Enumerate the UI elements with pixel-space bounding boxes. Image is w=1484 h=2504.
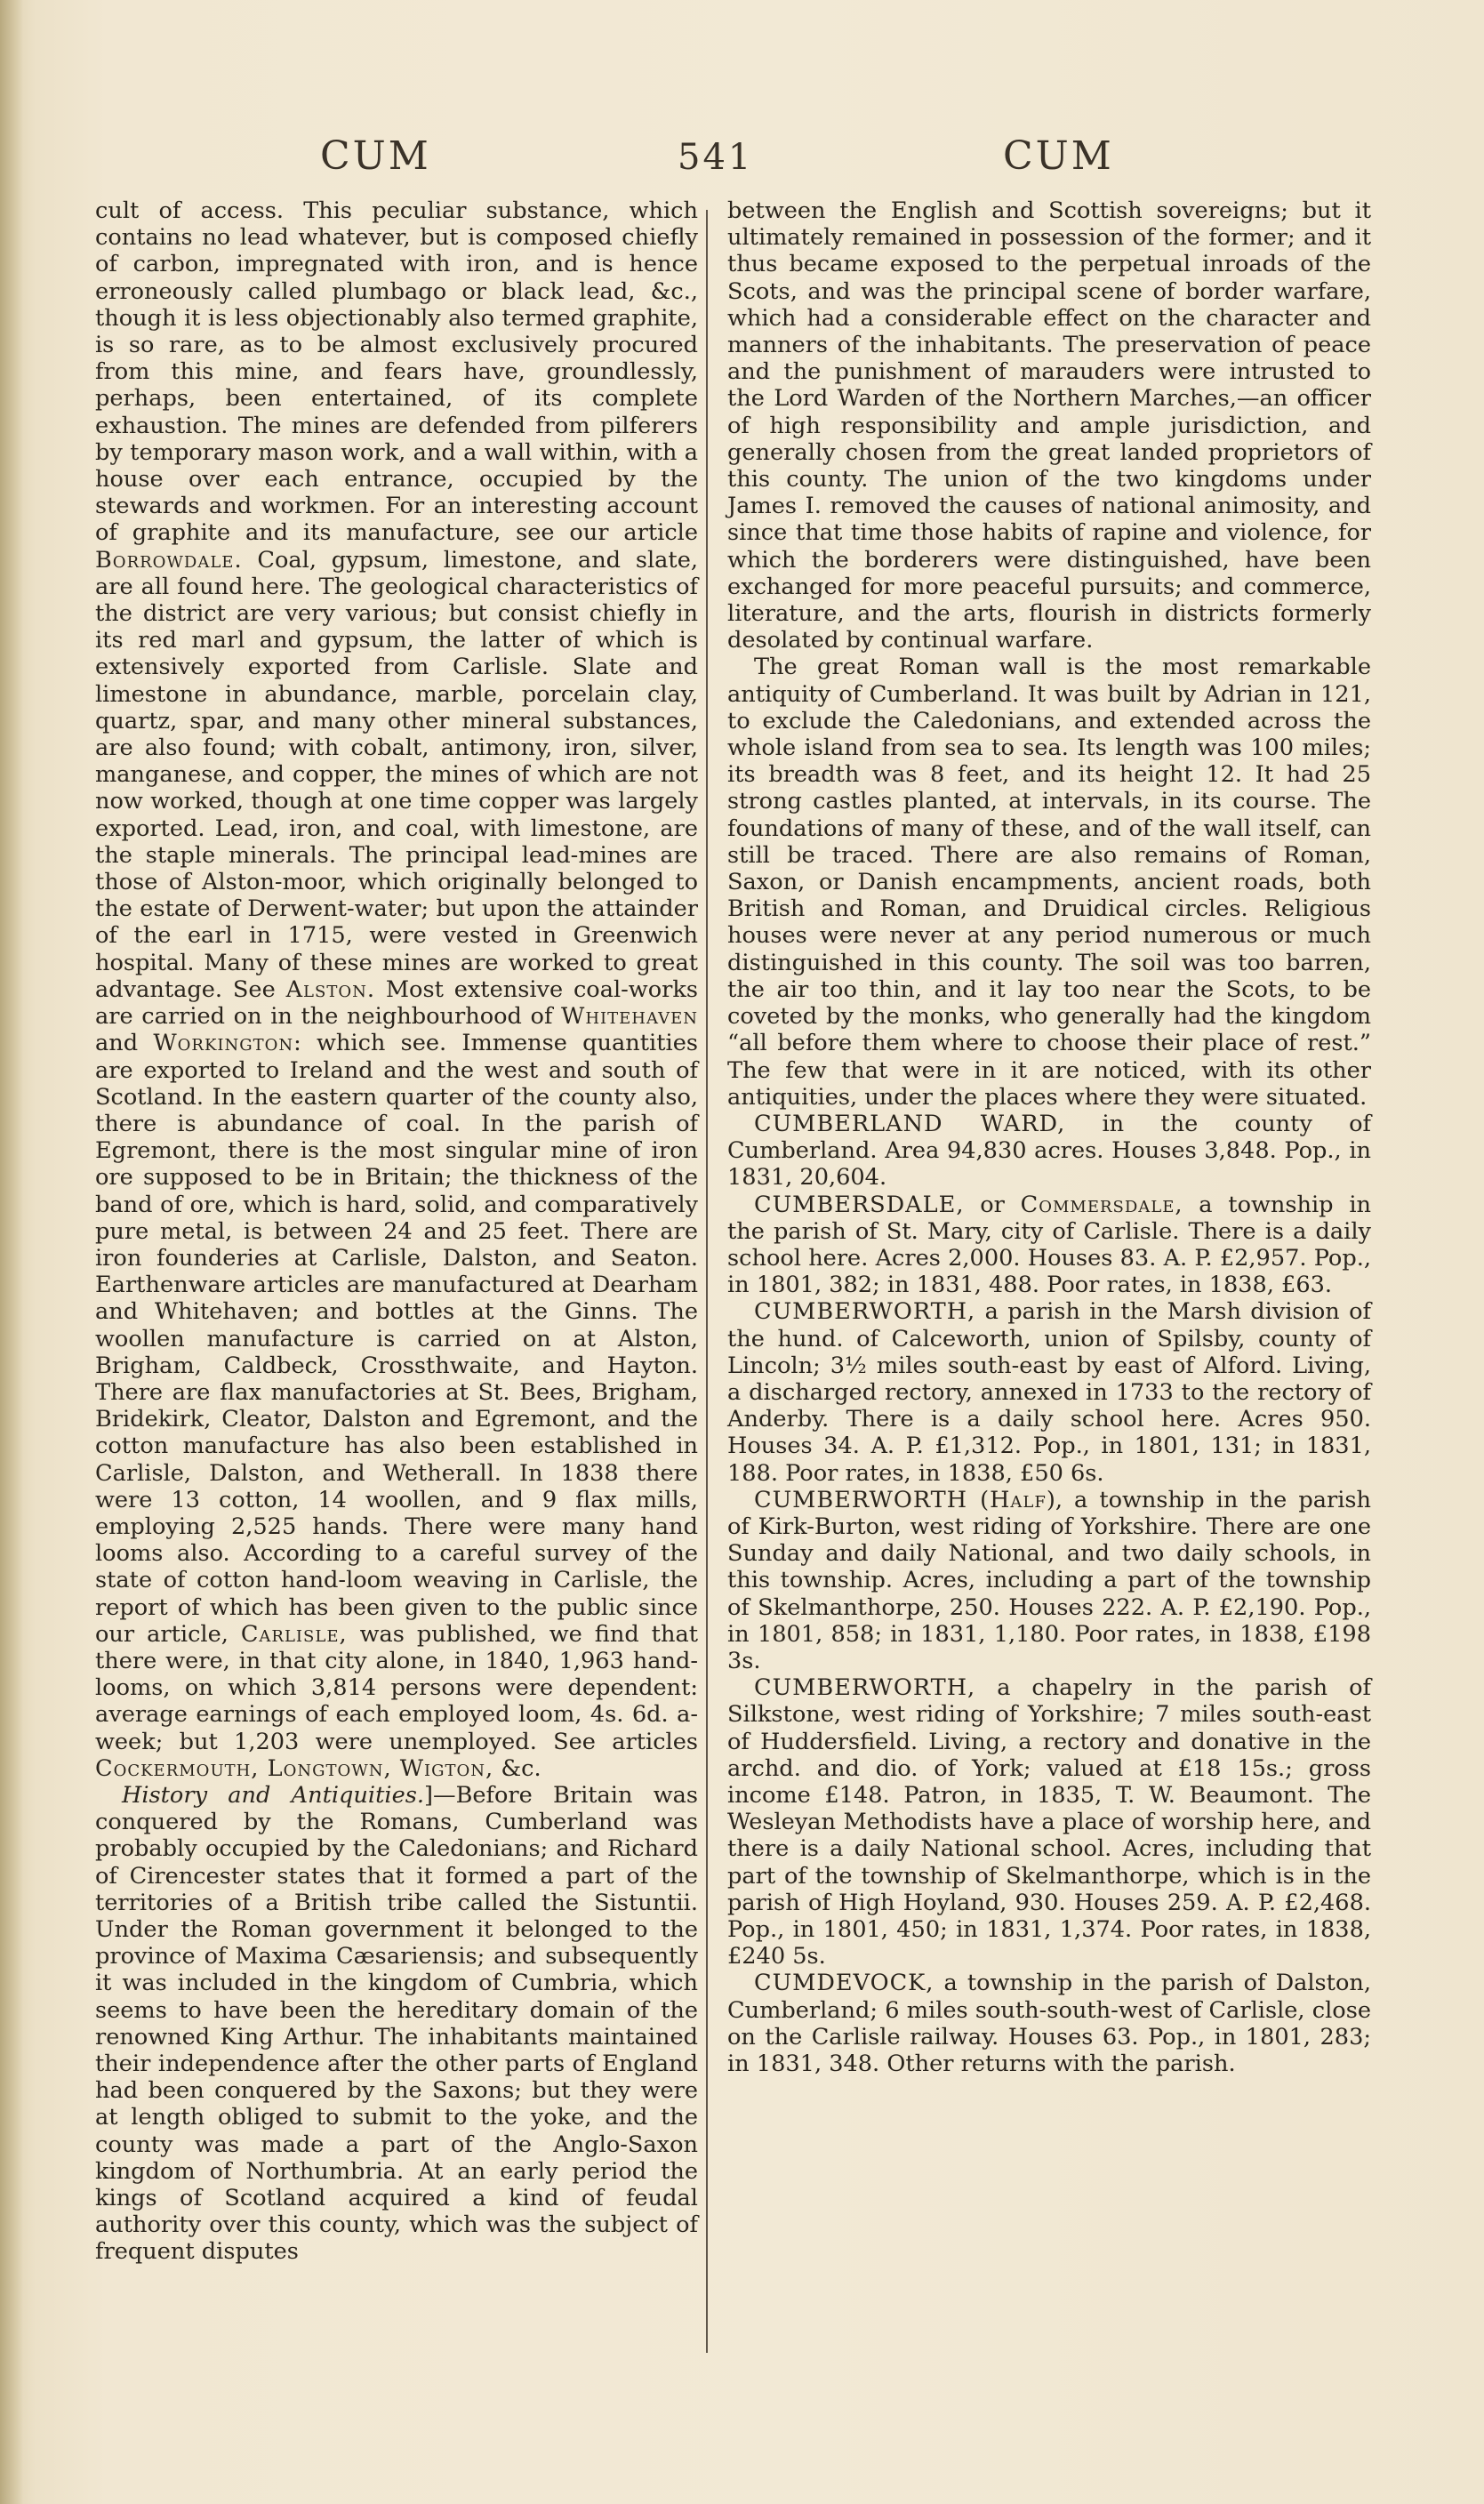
entry-text: a chapelry in the parish of Silkstone, west riding of Yorkshire; 7 miles south-east of Huddersfield. Living, a rectory and donative in the archd. and dio. of York; valued at £18 15s.; gross income £148. Patron, in 1835, T. W. Beaumont. The Wesleyan Methodists have a place of worship here, and there is a daily National school. Acres, including that part of the township of Skelmanthorpe, which is in the parish of High Hoyland, 930. Houses 259. A. P. £2,468. Pop., in 1801, 450; in 1831, 1,374. Poor rates, in 1838, £240 5s. [727,1674,1371,1970]
text-run: : which see. Immense quantities are exported to Ireland and the west and south of Scotland. In the eastern quarter of the county also, there is abundance of coal. In the parish of Egremont, there is the most singular mine of iron ore supposed to be in Britain; the thickness of the band of ore, which is hard, solid, and comparatively pure metal, is between 24 and 25 feet. There are iron founderies at Carlisle, Dalston, and Seaton. Earthenware articles are manufactured at Dearham and Whitehaven; and bottles at the Ginns. The woollen manufacture is carried on at Alston, Brigham, Caldbeck, Crossthwaite, and Hayton. There are flax manufactories at St. Bees, Brigham, Bridekirk, Cleator, Dalston and Egremont, and the cotton manufacture has also been established in Carlisle, Dalston, and Wetherall. In 1838 there were 13 cotton, 14 woollen, and 9 flax mills, employing 2,525 hands. There were many hand looms also. According to a careful survey of the state of cotton hand-loom weaving in Carlisle, the report of which has been given to the public since our article, [95,1030,698,1648]
entry-alt-name: Commersdale, [1020,1191,1183,1218]
text-run: and [95,1030,154,1057]
cross-reference: Alston. [285,975,375,1003]
entry-cumbersdale [727,1192,1371,1299]
entry-headword: CUMBERWORTH ( [754,1486,991,1513]
text-run: was published, we find that there were, in that city alone, in 1840, 1,963 hand-looms, on which 3,814 persons were dependent: average earnings of each employed loom, 4s. 6d. a-week; but 1,203 were unemployed. See articles [95,1620,698,1755]
cross-reference: Cockermouth, Longtown, Wigton, [95,1754,494,1782]
text-run: &c. [493,1754,541,1782]
page-number: 541 [678,137,754,178]
entry-headword: CUMDEVOCK, [754,1970,935,1997]
page-binding-edge [0,0,23,2504]
entry-cumberland-ward [727,1111,1371,1192]
running-head-left: CUM [320,133,431,179]
entry-cumdevock [727,1970,1371,2077]
entry-cumberworth-lincoln [727,1298,1371,1486]
entry-cumberworth-chapelry [727,1674,1371,1970]
entry-text: in the county of Cumberland. Area 94,830 acres. Houses 3,848. Pop., in 1831, 20,604. [727,1110,1371,1192]
entry-headword: CUMBERWORTH, [754,1298,976,1326]
section-heading-italic: History and Antiquities. [122,1781,424,1809]
entry-headword: CUMBERLAND WARD, [754,1110,1066,1137]
column-divider [706,210,708,2353]
entry-text: a township in the parish of Dalston, Cumberland; 6 miles south-south-west of Carlisle, close on the Carlisle railway. Houses 63. Pop., in 1801, 283; in 1831, 348. Other returns with the parish. [727,1970,1371,2078]
text-run: ]—Before Britain was conquered by the Romans, Cumberland was probably occupied by the Caledonians; and Richard of Cirencester states that it formed a part of the territories of a British tribe called the Sistuntii. Under the Roman government it belonged to the province of Maxima Cæsariensis; and subsequently it was included in the kingdom of Cumbria, which seems to have been the hereditary domain of the renowned King Arthur. The inhabitants maintained their independence after the other parts of England had been conquered by the Saxons; but they were at length obliged to submit to the yoke, and the county was made a part of the Anglo-Saxon kingdom of Northumbria. At an early period the kings of Scotland acquired a kind of feudal authority over this county, which was the subject of frequent disputes [95,1781,698,2266]
text-run: Coal, gypsum, limestone, and slate, are all found here. The geological characteristics of the district are very various; but consist chiefly in its red marl and gypsum, the latter of which is extensively exported from Carlisle. Slate and limestone in abundance, marble, porcelain clay, quartz, spar, and many other mineral substances, are also found; with cobalt, antimony, iron, silver, manganese, and copper, the mines of which are not now worked, though at one time copper was largely exported. Lead, iron, and coal, with limestone, are the staple minerals. The principal lead-mines are those of Alston-moor, which originally belonged to the estate of Derwent-water; but upon the attainder of the earl in 1715, were vested in Greenwich hospital. Many of these mines are worked to great advantage. See [95,546,698,1003]
cross-reference: Workington [153,1030,294,1057]
paragraph-history [95,1782,698,2266]
entry-text: a township in the parish of St. Mary, city of Carlisle. There is a daily school here. Acres 2,000. Houses 83. A. P. £2,957. Pop., in 1801, 382; in 1831, 488. Poor rates, in 1838, £63. [727,1191,1371,1299]
cross-reference: Borrowdale. [95,546,243,574]
left-column [95,197,698,2266]
cross-reference: Whitehaven [561,1003,698,1031]
entry-headword: CUMBERWORTH, [754,1674,976,1702]
cross-reference: Carlisle, [240,1620,348,1648]
paragraph-minerals [95,197,698,1782]
entry-text: a parish in the Marsh division of the hund. of Calceworth, union of Spilsby, county of Lincoln; 3½ miles south-east by east of Alford. Living, a discharged rectory, annexed in 1733 to the rectory of Anderby. There is a daily school here. Acres 950. Houses 34. A. P. £1,312. Pop., in 1801, 131; in 1831, 188. Poor rates, in 1838, £50 6s. [727,1298,1371,1487]
entry-alt-name: Half [990,1486,1047,1513]
entry-cumberworth-half [727,1487,1371,1674]
entry-headword: CUMBERSDALE, [754,1191,965,1218]
paragraph-borders: between the English and Scottish sovereigns; but it ultimately remained in possession of the former; and it thus became exposed to the perpetual inroads of the Scots, and was the principal scene of border warfare, which had a considerable effect on the character and manners of the inhabitants. The preservation of peace and the punishment of marauders were intrusted to the Lord Warden of the Northern Marches,—an officer of high responsibility and ample jurisdiction, and generally chosen from the great landed proprietors of this county. The union of the two kingdoms under James I. removed the causes of national animosity, and since that time those habits of rapine and violence, for which the borderers were distinguished, have been exchanged for more peaceful pursuits; and commerce, literature, and the arts, flourish in districts formerly desolated by continual warfare. [727,197,1371,654]
entry-text: ), a township in the parish of Kirk-Burton, west riding of Yorkshire. There are one Sunday and daily National, and two daily schools, in this township. Acres, including a part of the township of Skelmanthorpe, 250. Houses 222. A. P. £2,190. Pop., in 1801, 858; in 1831, 1,180. Poor rates, in 1838, £198 3s. [727,1486,1371,1674]
paragraph-roman-wall: The great Roman wall is the most remarkable antiquity of Cumberland. It was built by Adrian in 121, to exclude the Caledonians, and extended across the whole island from sea to sea. Its length was 100 miles; its breadth was 8 feet, and its height 12. It had 25 strong castles planted, at intervals, in its course. The foundations of many of these, and of the wall itself, can still be traced. There are also remains of Roman, Saxon, or Danish encampments, ancient roads, both British and Roman, and Druidical circles. Religious houses were never at any period numerous or much distinguished in this county. The soil was too barren, the air too thin, and it lay too near the Scots, to be coveted by the monks, who generally had the kingdom “all before them where to choose their place of rest.” The few that were in it are noticed, with its other antiquities, under the places where they were situated. [727,654,1371,1111]
text-run: cult of access. This peculiar substance, which contains no lead whatever, but is composed chiefly of carbon, impregnated with iron, and is hence erroneously called plumbago or black lead, &c., though it is less objectionably also termed graphite, is so rare, as to be almost exclusively procured from this mine, and fears have, groundlessly, perhaps, been entertained, of its complete exhaustion. The mines are defended from pilferers by temporary mason work, and a wall within, with a house over each entrance, occupied by the stewards and workmen. For an interesting account of graphite and its manufacture, see our article [95,197,698,547]
running-head-right: CUM [1003,133,1114,179]
text-run: Most extensive coal-works are carried on in the neighbourhood of [95,975,698,1031]
right-column [727,197,1371,2077]
text-run: or [964,1191,1021,1218]
